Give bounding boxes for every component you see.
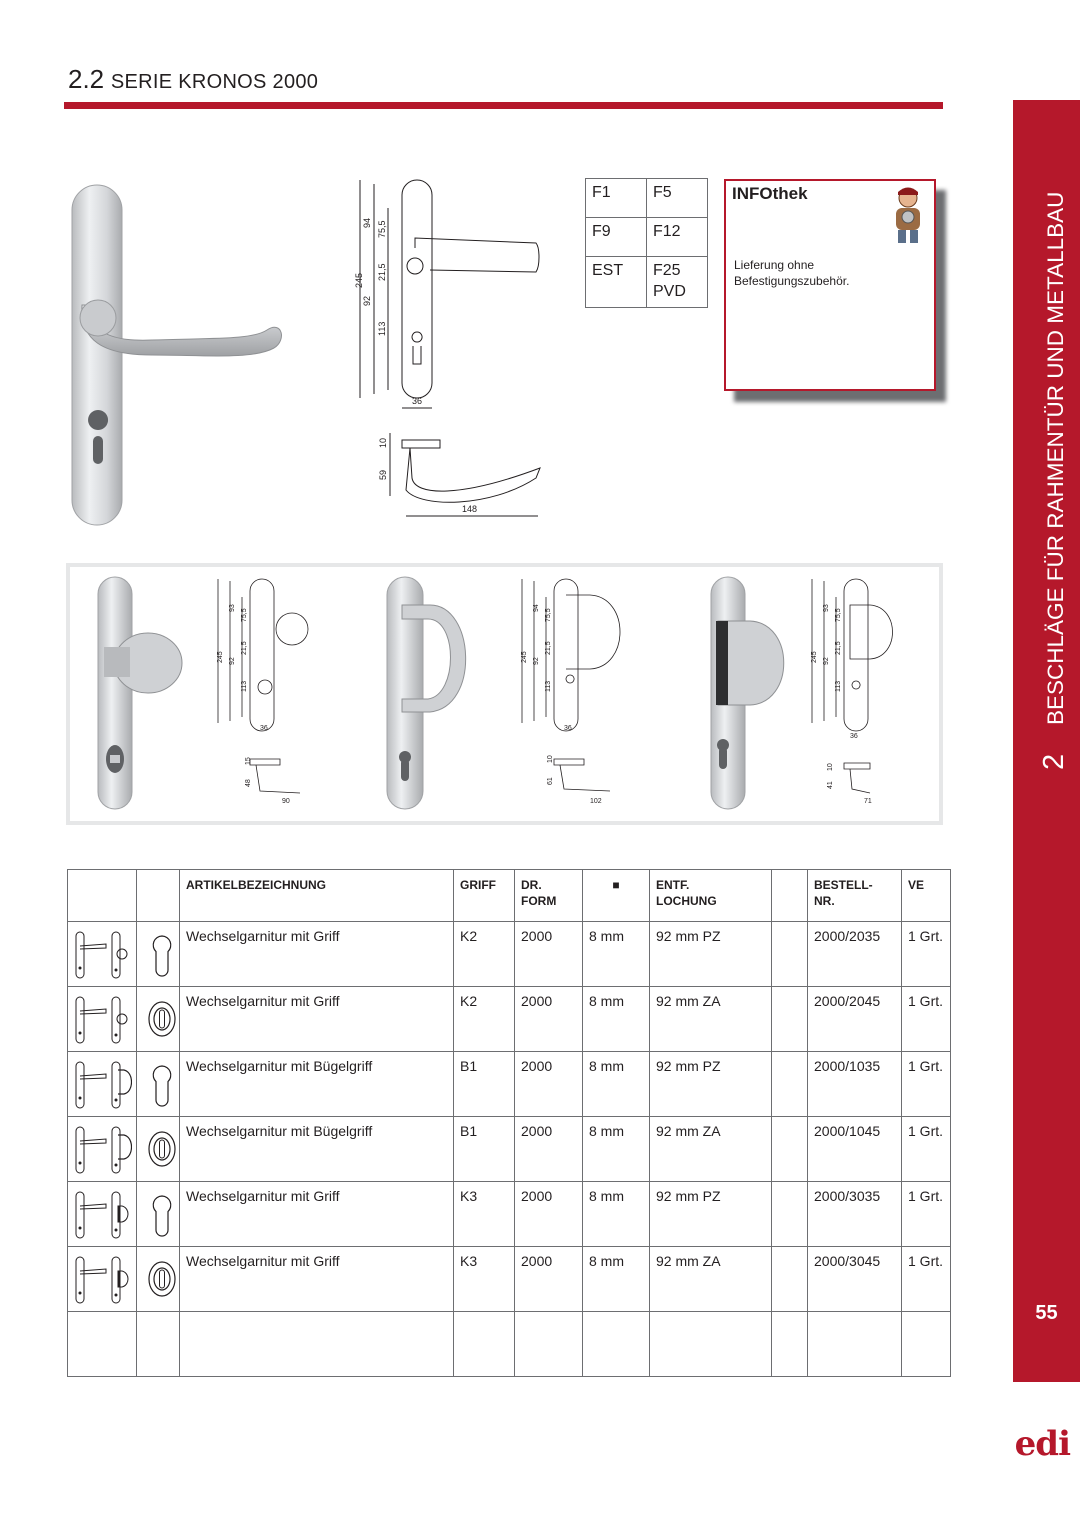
finish-cell: F5 xyxy=(647,179,708,218)
row-square: 8 mm xyxy=(583,922,650,987)
row-handle-icon xyxy=(68,1052,137,1117)
var2-dim-113: 113 xyxy=(545,680,552,692)
row-ve: 1 Grt. xyxy=(902,1052,951,1117)
var3-dim-10: 10 xyxy=(827,763,834,771)
var3-dim-75-5: 75,5 xyxy=(835,608,842,622)
infothek-box xyxy=(724,179,936,391)
var2-dim-36: 36 xyxy=(564,725,572,732)
row-lock-icon xyxy=(137,987,180,1052)
lever-k2-icon xyxy=(72,928,132,982)
lock-pz-icon xyxy=(145,1060,179,1110)
dim-94: 94 xyxy=(362,217,372,228)
section-name: SERIE KRONOS 2000 xyxy=(110,71,319,93)
row-square: 8 mm xyxy=(583,1182,650,1247)
row-griff: K3 xyxy=(454,1247,515,1312)
section-title xyxy=(68,64,318,95)
table-header-row xyxy=(68,870,951,922)
row-handle-icon xyxy=(68,1182,137,1247)
var1-dim-75-5: 75,5 xyxy=(241,608,248,622)
mascot-icon xyxy=(886,185,930,245)
row-lochung: 92 mm PZ xyxy=(650,1052,772,1117)
product-photo-lever xyxy=(62,180,297,530)
row-lock-icon xyxy=(137,1182,180,1247)
chapter-label xyxy=(1013,100,1080,1382)
row-empty xyxy=(772,1247,808,1312)
table-row xyxy=(68,1117,951,1182)
table-row xyxy=(68,1247,951,1312)
row-artikel: Wechselgarnitur mit Griff xyxy=(180,922,454,987)
row-lock-icon xyxy=(137,1052,180,1117)
row-handle-icon xyxy=(68,922,137,987)
dim-59: 59 xyxy=(378,469,388,480)
var1-dim-90: 90 xyxy=(282,798,290,805)
lever-k3-icon xyxy=(72,1253,132,1307)
var1-dim-48: 48 xyxy=(245,779,252,787)
row-griff: K3 xyxy=(454,1182,515,1247)
row-lochung: 92 mm ZA xyxy=(650,1117,772,1182)
row-drform: 2000 xyxy=(515,1117,583,1182)
row-ve: 1 Grt. xyxy=(902,1247,951,1312)
row-artikel: Wechselgarnitur mit Griff xyxy=(180,987,454,1052)
finish-cell: EST xyxy=(586,257,647,308)
var1-dim-15: 15 xyxy=(245,757,252,765)
row-artikel: Wechselgarnitur mit Bügelgriff xyxy=(180,1052,454,1117)
row-empty xyxy=(772,987,808,1052)
row-lock-icon xyxy=(137,1247,180,1312)
var3-dim-21-5: 21,5 xyxy=(835,641,842,655)
header-griff: GRIFF xyxy=(454,870,515,922)
finish-cell: F1 xyxy=(586,179,647,218)
infothek-text: Lieferung ohne Befestigungszubehör. xyxy=(734,258,850,288)
row-drform: 2000 xyxy=(515,1182,583,1247)
row-square: 8 mm xyxy=(583,987,650,1052)
finish-cell: F12 xyxy=(647,218,708,257)
row-artikel: Wechselgarnitur mit Griff xyxy=(180,1182,454,1247)
row-empty xyxy=(772,1182,808,1247)
var3-dim-92: 92 xyxy=(823,657,830,665)
dim-10: 10 xyxy=(378,437,388,448)
variants-panel xyxy=(66,563,943,825)
table-empty-row xyxy=(68,1312,951,1377)
lever-k2-icon xyxy=(72,993,132,1047)
dim-21-5: 21,5 xyxy=(377,263,387,281)
row-empty xyxy=(772,1052,808,1117)
row-square: 8 mm xyxy=(583,1052,650,1117)
header-icon-col xyxy=(68,870,137,922)
header-square: ■ xyxy=(583,870,650,922)
var1-dim-36: 36 xyxy=(260,725,268,732)
table-row xyxy=(68,1182,951,1247)
row-square: 8 mm xyxy=(583,1247,650,1312)
header-bestell: BESTELL- NR. xyxy=(808,870,902,922)
row-lochung: 92 mm PZ xyxy=(650,1182,772,1247)
row-bestell: 2000/3045 xyxy=(808,1247,902,1312)
row-ve: 1 Grt. xyxy=(902,987,951,1052)
var2-dim-94: 94 xyxy=(533,604,540,612)
var2-dim-245: 245 xyxy=(521,651,528,663)
row-lochung: 92 mm ZA xyxy=(650,987,772,1052)
var3-dim-71: 71 xyxy=(864,798,872,805)
infothek-title: INFOthek xyxy=(732,184,808,203)
row-empty xyxy=(772,1117,808,1182)
technical-drawing-main xyxy=(340,178,550,528)
finish-table xyxy=(585,178,708,308)
edi-logo: edi xyxy=(1014,1424,1070,1464)
header-ve: VE xyxy=(902,870,951,922)
header-drform: DR. FORM xyxy=(515,870,583,922)
section-number: 2.2 xyxy=(68,64,105,94)
row-ve: 1 Grt. xyxy=(902,922,951,987)
row-bestell: 2000/1045 xyxy=(808,1117,902,1182)
row-lochung: 92 mm ZA xyxy=(650,1247,772,1312)
lock-za-icon xyxy=(145,1255,179,1305)
row-bestell: 2000/2035 xyxy=(808,922,902,987)
chapter-sidebar xyxy=(1013,100,1080,1382)
dim-36: 36 xyxy=(412,396,423,406)
var1-dim-92: 92 xyxy=(229,657,236,665)
header-artikel: ARTIKELBEZEICHNUNG xyxy=(180,870,454,922)
lock-pz-icon xyxy=(145,1190,179,1240)
header-lochung: ENTF. LOCHUNG xyxy=(650,870,772,922)
row-artikel: Wechselgarnitur mit Bügelgriff xyxy=(180,1117,454,1182)
var1-dim-21-5: 21,5 xyxy=(241,641,248,655)
table-row xyxy=(68,987,951,1052)
header-rule xyxy=(64,102,943,109)
dim-75-5: 75,5 xyxy=(377,220,387,238)
variant-photo-halfround xyxy=(711,577,784,809)
row-lock-icon xyxy=(137,1117,180,1182)
var1-dim-93: 93 xyxy=(229,604,236,612)
row-ve: 1 Grt. xyxy=(902,1182,951,1247)
row-drform: 2000 xyxy=(515,1052,583,1117)
table-row xyxy=(68,922,951,987)
row-drform: 2000 xyxy=(515,1247,583,1312)
dim-92: 92 xyxy=(362,295,372,306)
row-drform: 2000 xyxy=(515,922,583,987)
var3-dim-93: 93 xyxy=(823,604,830,612)
var3-dim-245: 245 xyxy=(811,651,818,663)
product-table xyxy=(67,869,951,1377)
lever-k3-icon xyxy=(72,1188,132,1242)
var2-dim-75-5: 75,5 xyxy=(545,608,552,622)
row-bestell: 2000/3035 xyxy=(808,1182,902,1247)
row-artikel: Wechselgarnitur mit Griff xyxy=(180,1247,454,1312)
finish-cell: F25 PVD xyxy=(647,257,708,308)
finish-cell: F9 xyxy=(586,218,647,257)
var2-dim-61: 61 xyxy=(547,777,554,785)
row-drform: 2000 xyxy=(515,987,583,1052)
dim-245: 245 xyxy=(354,272,364,288)
var3-dim-41: 41 xyxy=(827,781,834,789)
lever-b1-icon xyxy=(72,1058,132,1112)
lock-za-icon xyxy=(145,995,179,1045)
row-lochung: 92 mm PZ xyxy=(650,922,772,987)
chapter-number: 2 xyxy=(1038,753,1070,770)
row-ve: 1 Grt. xyxy=(902,1117,951,1182)
dim-148: 148 xyxy=(462,504,478,514)
dim-113: 113 xyxy=(377,321,387,336)
row-bestell: 2000/2045 xyxy=(808,987,902,1052)
row-handle-icon xyxy=(68,987,137,1052)
var3-dim-113: 113 xyxy=(835,680,842,692)
variant-photo-bow xyxy=(387,577,466,809)
header-lock-col xyxy=(137,870,180,922)
var1-dim-113: 113 xyxy=(241,680,248,692)
lock-za-icon xyxy=(145,1125,179,1175)
lock-pz-icon xyxy=(145,930,179,980)
row-square: 8 mm xyxy=(583,1117,650,1182)
var2-dim-102: 102 xyxy=(590,798,602,805)
row-griff: B1 xyxy=(454,1052,515,1117)
row-handle-icon xyxy=(68,1247,137,1312)
lever-b1-icon xyxy=(72,1123,132,1177)
row-griff: B1 xyxy=(454,1117,515,1182)
var1-dim-245: 245 xyxy=(217,651,224,663)
var3-dim-36: 36 xyxy=(850,733,858,740)
row-empty xyxy=(772,922,808,987)
row-bestell: 2000/1035 xyxy=(808,1052,902,1117)
row-griff: K2 xyxy=(454,987,515,1052)
row-griff: K2 xyxy=(454,922,515,987)
page-number: 55 xyxy=(1035,1302,1058,1324)
variant-photo-knob xyxy=(98,577,182,809)
table-row xyxy=(68,1052,951,1117)
row-lock-icon xyxy=(137,922,180,987)
var2-dim-92: 92 xyxy=(533,657,540,665)
header-empty xyxy=(772,870,808,922)
chapter-title: BESCHLÄGE FÜR RAHMENTÜR UND METALLBAU xyxy=(1043,191,1068,725)
var2-dim-10: 10 xyxy=(547,755,554,763)
var2-dim-21-5: 21,5 xyxy=(545,641,552,655)
row-handle-icon xyxy=(68,1117,137,1182)
